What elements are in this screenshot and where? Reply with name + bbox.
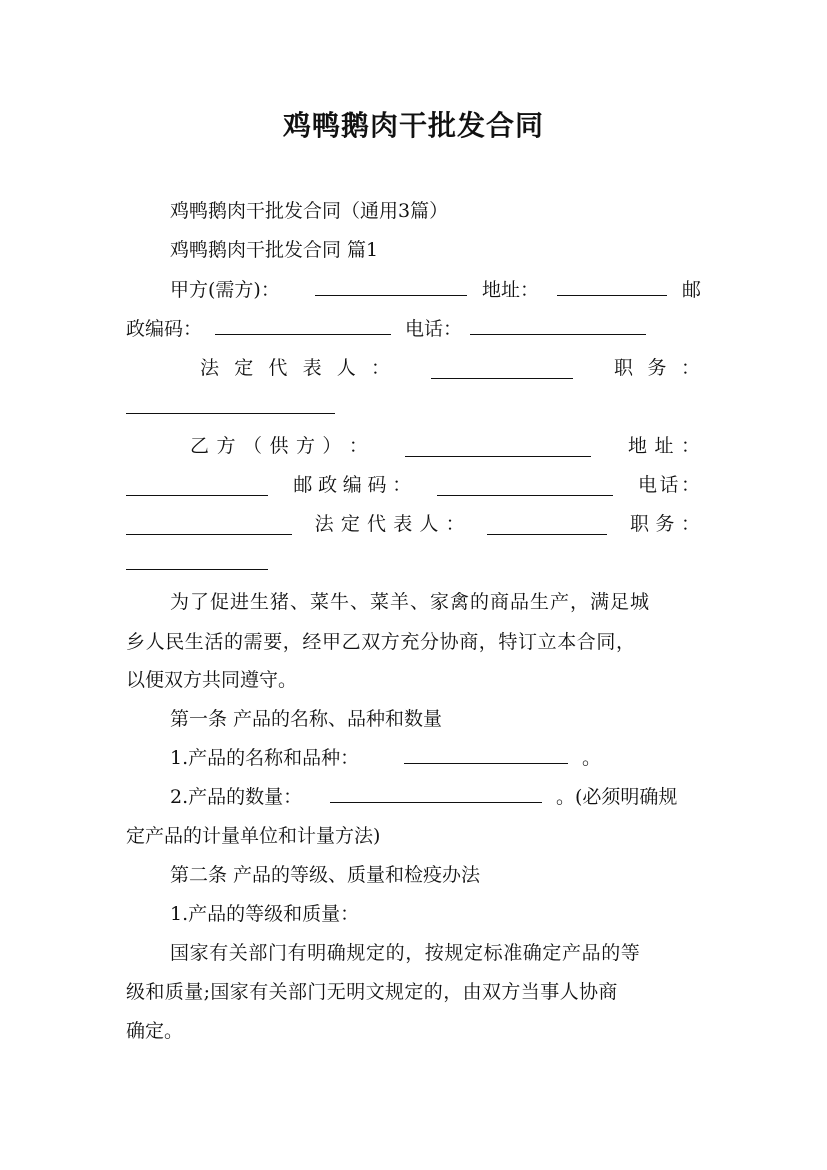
char: ： bbox=[445, 513, 465, 535]
char: 话 bbox=[659, 474, 679, 496]
party-a-postcode-label-start: 邮 bbox=[682, 279, 702, 301]
char: 职 bbox=[614, 357, 634, 379]
article-1-item-2-blank bbox=[330, 784, 542, 803]
article-2-item-1-label: 1.产品的等级和质量： bbox=[170, 903, 360, 925]
party-b-position-label bbox=[630, 512, 700, 536]
party-b-phone-blank bbox=[126, 516, 292, 535]
char: 方 bbox=[295, 435, 315, 457]
char: 方 bbox=[216, 435, 236, 457]
char: （ bbox=[242, 435, 262, 457]
char: ： bbox=[680, 513, 700, 535]
party-a-legal-rep-row bbox=[126, 356, 700, 380]
party-b-label bbox=[190, 434, 368, 458]
article-1-item-1-end: 。 bbox=[582, 747, 602, 769]
char: 表 bbox=[393, 513, 413, 535]
char: 码 bbox=[367, 474, 387, 496]
char: 供 bbox=[269, 435, 289, 457]
party-b-postcode-label bbox=[293, 473, 411, 497]
article-1-heading: 第一条 产品的名称、品种和数量 bbox=[170, 708, 443, 730]
article-2-para-line-2: 级和质量;国家有关部门无明文规定的，由双方当事人协商 bbox=[126, 981, 618, 1003]
party-b-address-label bbox=[628, 434, 700, 458]
party-b-position-blank bbox=[126, 551, 268, 570]
char: ： bbox=[680, 357, 700, 379]
char: 电 bbox=[637, 474, 657, 496]
char: 邮 bbox=[293, 474, 313, 496]
party-b-legal-rep-blank bbox=[487, 516, 607, 535]
char: 乙 bbox=[190, 435, 210, 457]
char: 职 bbox=[629, 513, 649, 535]
intro-line-3: 以便双方共同遵守。 bbox=[126, 669, 298, 691]
party-a-phone-label: 电话： bbox=[405, 318, 463, 340]
char: 定 bbox=[234, 357, 254, 379]
document-title: 鸡鸭鹅肉干批发合同 bbox=[282, 109, 544, 142]
char: 法 bbox=[200, 357, 220, 379]
char: 定 bbox=[340, 513, 360, 535]
char: 表 bbox=[302, 357, 322, 379]
party-b-address-blank bbox=[126, 477, 268, 496]
party-b-row-1 bbox=[126, 434, 700, 458]
section-title: 鸡鸭鹅肉干批发合同 篇1 bbox=[170, 239, 379, 261]
party-a-postcode-blank bbox=[215, 316, 391, 335]
char: 政 bbox=[318, 474, 338, 496]
party-a-position-label bbox=[614, 356, 700, 380]
party-a-position-blank bbox=[126, 395, 335, 414]
intro-line-2: 乡人民生活的需要，经甲乙双方充分协商，特订立本合同， bbox=[126, 631, 636, 653]
char: ） bbox=[322, 435, 342, 457]
article-2-heading: 第二条 产品的等级、质量和检疫办法 bbox=[170, 864, 481, 886]
char: 地 bbox=[628, 435, 648, 457]
party-b-legal-rep-label bbox=[315, 512, 465, 536]
party-a-legal-rep-label bbox=[200, 356, 390, 380]
char: ： bbox=[370, 357, 390, 379]
char: 编 bbox=[342, 474, 362, 496]
party-b-postcode-blank bbox=[437, 477, 613, 496]
article-1-item-2-end: 。(必须明确规 bbox=[556, 786, 678, 808]
article-1-item-1-label: 1.产品的名称和品种： bbox=[170, 747, 360, 769]
char: 务 bbox=[647, 357, 667, 379]
char: 法 bbox=[314, 513, 334, 535]
party-b-phone-label bbox=[638, 473, 700, 497]
party-a-label: 甲方(需方)： bbox=[170, 279, 280, 301]
party-a-postcode-label-end: 政编码： bbox=[126, 318, 203, 340]
char: 代 bbox=[268, 357, 288, 379]
char: ： bbox=[680, 474, 700, 496]
char: ： bbox=[392, 474, 412, 496]
party-a-address-blank bbox=[557, 277, 667, 296]
article-2-para-line-1: 国家有关部门有明确规定的，按规定标准确定产品的等 bbox=[170, 942, 641, 964]
party-a-phone-blank bbox=[470, 316, 646, 335]
char: ： bbox=[348, 435, 368, 457]
char: 务 bbox=[655, 513, 675, 535]
article-1-item-2-cont: 定产品的计量单位和计量方法) bbox=[126, 825, 381, 847]
party-b-name-blank bbox=[405, 438, 591, 457]
party-b-row-2 bbox=[126, 473, 700, 497]
char: 人 bbox=[419, 513, 439, 535]
char: ： bbox=[680, 435, 700, 457]
char: 人 bbox=[336, 357, 356, 379]
article-2-para-line-3: 确定。 bbox=[126, 1020, 184, 1042]
party-b-row-3 bbox=[126, 512, 700, 536]
party-a-legal-rep-blank bbox=[431, 360, 573, 379]
article-1-item-2-label: 2.产品的数量： bbox=[170, 786, 303, 808]
party-a-address-label: 地址： bbox=[482, 279, 540, 301]
intro-line-1: 为了促进生猪、菜牛、菜羊、家禽的商品生产，满足城 bbox=[170, 591, 651, 613]
party-a-name-blank bbox=[315, 277, 467, 296]
char: 代 bbox=[367, 513, 387, 535]
char: 址 bbox=[654, 435, 674, 457]
article-1-item-1-blank bbox=[404, 745, 568, 764]
doc-subtitle: 鸡鸭鹅肉干批发合同（通用3篇） bbox=[170, 200, 449, 222]
